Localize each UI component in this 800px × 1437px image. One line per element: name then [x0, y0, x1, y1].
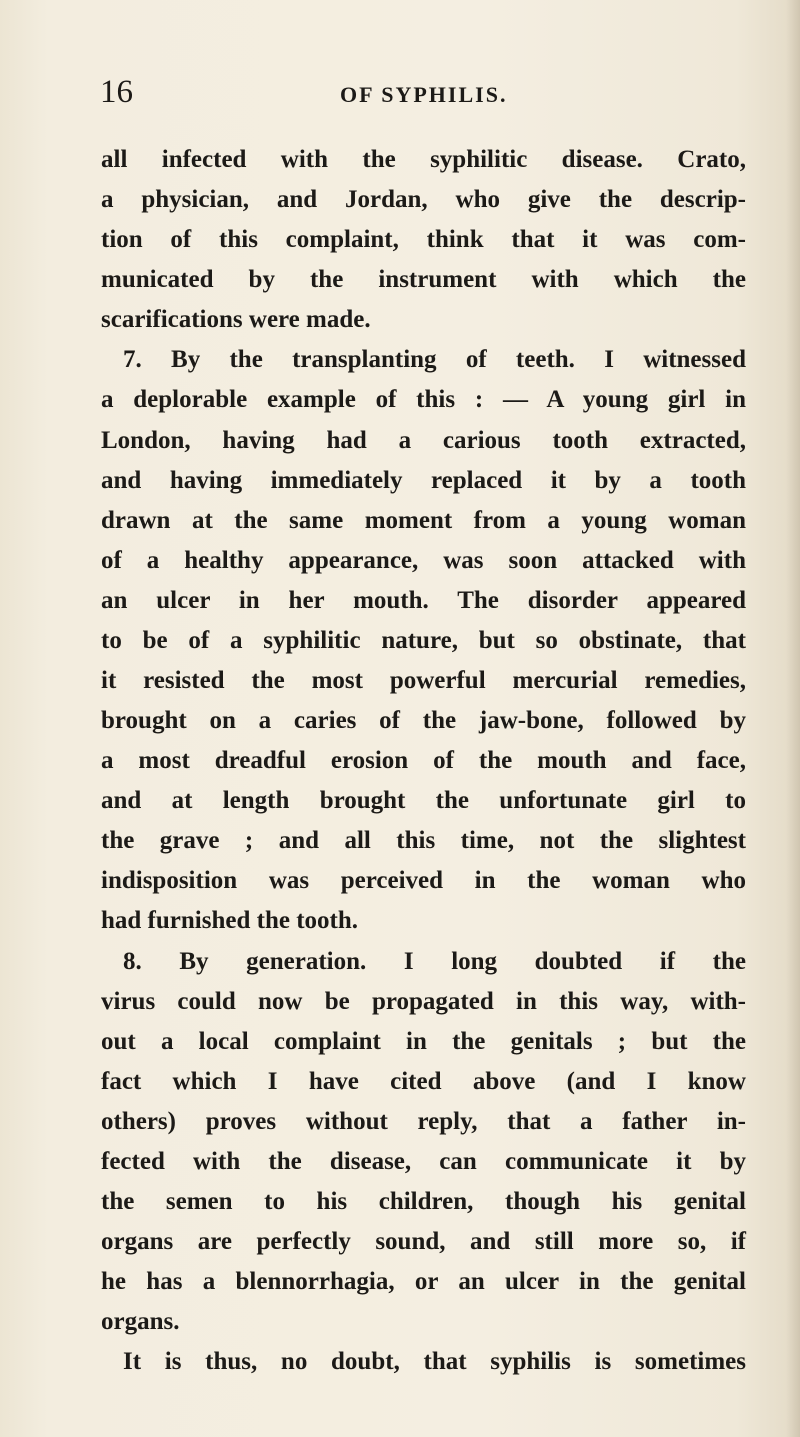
text-line: the grave ; and all this time, not the slightest: [101, 827, 746, 855]
text-line: scarifications were made.: [101, 306, 371, 334]
text-line: organs are perfectly sound, and still more so, if: [101, 1228, 746, 1256]
text-line: the semen to his children, though his genital: [101, 1188, 746, 1216]
text-line: fact which I have cited above (and I know: [101, 1067, 746, 1095]
text-line: organs.: [101, 1308, 180, 1336]
text-line: he has a blennorrhagia, or an ulcer in the genital: [101, 1268, 746, 1296]
text-line: 8. By generation. I long doubted if the: [123, 947, 746, 975]
text-line: fected with the disease, can communicate it by: [101, 1147, 746, 1175]
text-line: and having immediately replaced it by a tooth: [101, 466, 746, 494]
text-line: to be of a syphilitic nature, but so obstinate, that: [101, 626, 746, 654]
text-line: it resisted the most powerful mercurial remedies,: [101, 667, 746, 695]
text-line: all infected with the syphilitic disease. Crato,: [101, 146, 746, 173]
text-line: a physician, and Jordan, who give the descrip-: [101, 186, 746, 214]
text-line: It is thus, no doubt, that syphilis is sometimes: [123, 1348, 746, 1376]
page-edge-shadow: [786, 0, 800, 1437]
text-line: others) proves without reply, that a father in-: [101, 1107, 746, 1135]
text-line: drawn at the same moment from a young woman: [101, 506, 746, 534]
page-number: 16: [100, 74, 133, 110]
text-line: brought on a caries of the jaw-bone, followed by: [101, 707, 746, 735]
text-line: of a healthy appearance, was soon attacked with: [101, 546, 746, 574]
page-header: [100, 72, 740, 122]
text-line: a deplorable example of this : — A young girl in: [101, 386, 746, 414]
text-line: municated by the instrument with which the: [101, 266, 746, 294]
text-line: 7. By the transplanting of teeth. I witnessed: [123, 346, 746, 374]
text-line: a most dreadful erosion of the mouth and face,: [101, 747, 746, 775]
text-line: had furnished the tooth.: [101, 907, 358, 935]
text-line: indisposition was perceived in the woman who: [101, 867, 746, 895]
text-line: an ulcer in her mouth. The disorder appeared: [101, 586, 746, 614]
text-line: out a local complaint in the genitals ; but the: [101, 1027, 746, 1055]
text-line: virus could now be propagated in this way, with-: [101, 987, 746, 1015]
text-line: and at length brought the unfortunate girl to: [101, 787, 746, 815]
running-head: OF SYPHILIS.: [340, 82, 508, 107]
text-line: tion of this complaint, think that it was com-: [101, 226, 746, 254]
body-text: [101, 140, 746, 1382]
text-line: London, having had a carious tooth extracted,: [101, 426, 746, 454]
